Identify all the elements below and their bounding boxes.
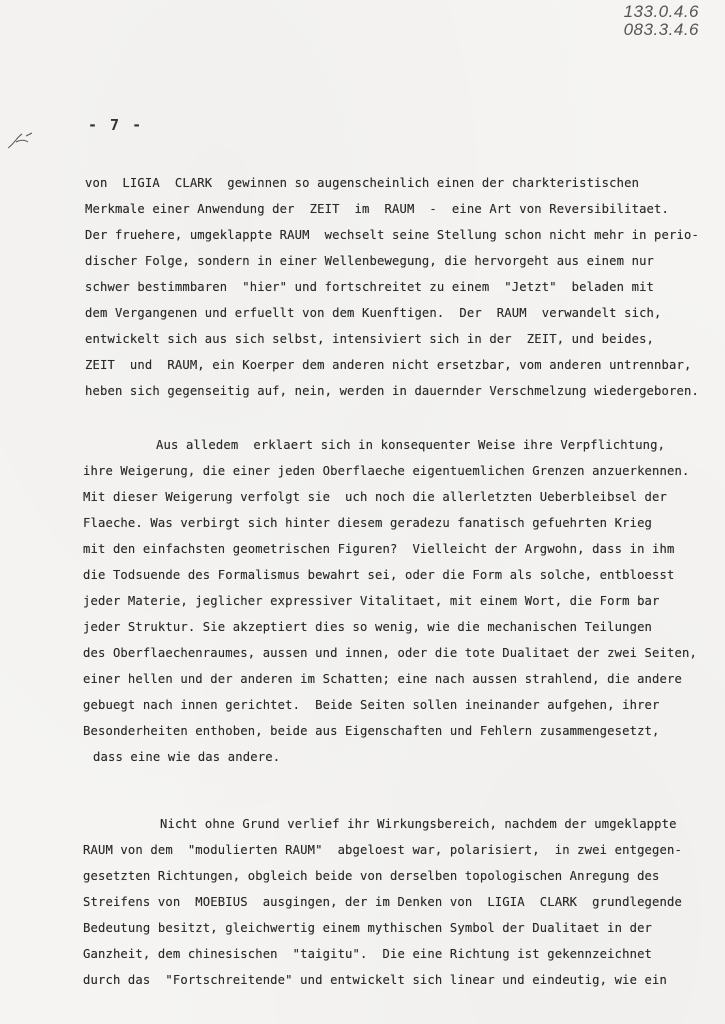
archive-code: 133.0.4.6: [623, 2, 699, 21]
text-line: Der fruehere, umgeklappte RAUM wechselt seine Stellung schon nicht mehr in perio-: [85, 228, 699, 242]
text-line: Ganzheit, dem chinesischen "taigitu". Die eine Richtung ist gekennzeichnet: [83, 947, 653, 961]
text-line: Bedeutung besitzt, gleichwertig einem mythischen Symbol der Dualitaet in der: [83, 921, 653, 935]
text-line: Besonderheiten enthoben, beide aus Eigenschaften und Fehlern zusammengesetzt,: [83, 724, 660, 738]
text-line: heben sich gegenseitig auf, nein, werden in dauernder Verschmelzung wiedergeboren.: [85, 384, 699, 398]
text-line: einer hellen und der anderen im Schatten; eine nach aussen strahlend, die andere: [83, 672, 682, 686]
text-line: von LIGIA CLARK gewinnen so augenscheinlich einen der charkteristischen: [85, 176, 640, 190]
text-line: die Todsuende des Formalismus bewahrt sei, oder die Form als solche, entbloesst: [83, 568, 675, 582]
text-line: dem Vergangenen und erfuellt von dem Kuenftigen. Der RAUM verwandelt sich,: [85, 306, 662, 320]
text-line: schwer bestimmbaren "hier" und fortschreitet zu einem "Jetzt" beladen mit: [85, 280, 655, 294]
text-line: Nicht ohne Grund verlief ihr Wirkungsbereich, nachdem der umgeklappte: [160, 817, 677, 831]
text-line: ZEIT und RAUM, ein Koerper dem anderen nicht ersetzbar, vom anderen untrennbar,: [85, 358, 692, 372]
text-line: dass eine wie das andere.: [93, 750, 281, 764]
text-line: RAUM von dem "modulierten RAUM" abgeloest war, polarisiert, in zwei entgegen-: [83, 843, 682, 857]
text-line: entwickelt sich aus sich selbst, intensiviert sich in der ZEIT, und beides,: [85, 332, 655, 346]
text-line: Mit dieser Weigerung verfolgt sie uch noch die allerletzten Ueberbleibsel der: [83, 490, 668, 504]
text-line: durch das "Fortschreitende" und entwickelt sich linear und eindeutig, wie ein: [83, 973, 668, 987]
archive-reference-codes: [589, 3, 699, 39]
text-line: gesetzten Richtungen, obgleich beide von derselben topologischen Anregung des: [83, 869, 660, 883]
text-line: Merkmale einer Anwendung der ZEIT im RAUM - eine Art von Reversibilitaet.: [85, 202, 670, 216]
text-line: Streifens von MOEBIUS ausgingen, der im Denken von LIGIA CLARK grundlegende: [83, 895, 682, 909]
page-number: - 7 -: [88, 116, 144, 134]
text-line: ihre Weigerung, die einer jeden Oberflaeche eigentuemlichen Grenzen anzuerkennen.: [83, 464, 690, 478]
text-line: des Oberflaechenraumes, aussen und innen, oder die tote Dualitaet der zwei Seiten,: [83, 646, 697, 660]
text-line: Flaeche. Was verbirgt sich hinter diesem geradezu fanatisch gefuehrten Krieg: [83, 516, 653, 530]
text-line: mit den einfachsten geometrischen Figuren? Vielleicht der Argwohn, dass in ihm: [83, 542, 675, 556]
text-line: gebuegt nach innen gerichtet. Beide Seiten sollen ineinander aufgehen, ihrer: [83, 698, 660, 712]
text-line: jeder Materie, jeglicher expressiver Vitalitaet, mit einem Wort, die Form bar: [83, 594, 660, 608]
text-line: jeder Struktur. Sie akzeptiert dies so wenig, wie die mechanischen Teilungen: [83, 620, 653, 634]
archive-code: 083.3.4.6: [623, 20, 699, 39]
text-line: Aus alledem erklaert sich in konsequenter Weise ihre Verpflichtung,: [156, 438, 666, 452]
text-line: discher Folge, sondern in einer Wellenbewegung, die hervorgeht aus einem nur: [85, 254, 655, 268]
margin-pencil-mark-icon: [6, 130, 36, 152]
